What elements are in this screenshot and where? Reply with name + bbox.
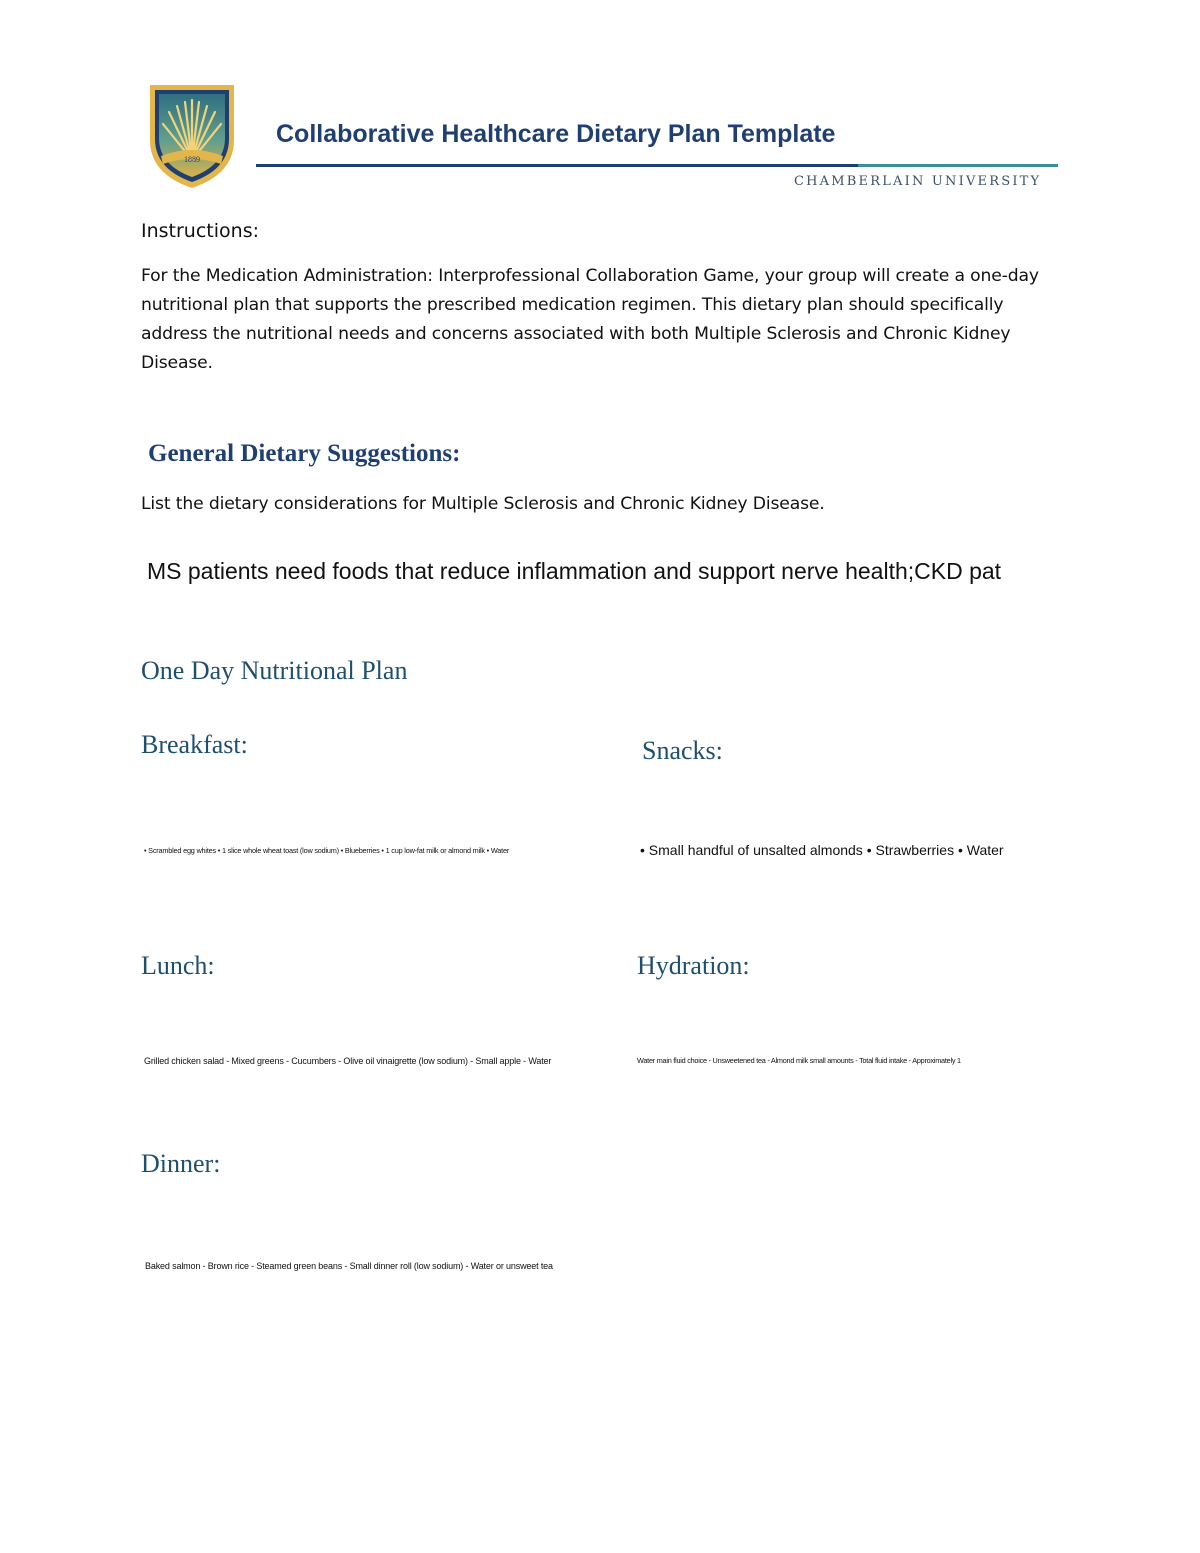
hydration-items: Water main fluid choice - Unsweetened tea - Almond milk small amounts - Total fluid intake - Approximately 1 (637, 1056, 961, 1065)
lunch-heading: Lunch: (141, 951, 215, 980)
general-suggestions-heading: General Dietary Suggestions: (148, 440, 461, 467)
snacks-items: • Small handful of unsalted almonds • Strawberries • Water (640, 842, 1004, 858)
dinner-items: Baked salmon - Brown rice - Steamed green beans - Small dinner roll (low sodium) - Water or unsweet tea (145, 1261, 553, 1271)
instructions-body: For the Medication Administration: Interprofessional Collaboration Game, your group will create a one-day nutritional plan that supports the prescribed medication regimen. This dietary plan should specifically address the nutritional needs and concerns associated with both Multiple Sclerosis and Chronic Kidney Disease. (141, 266, 1039, 373)
snacks-heading: Snacks: (642, 736, 723, 765)
university-crest-logo (147, 82, 237, 190)
hydration-heading: Hydration: (637, 951, 750, 980)
instructions-label: Instructions: (141, 220, 259, 242)
breakfast-heading: Breakfast: (141, 730, 248, 759)
document-title: Collaborative Healthcare Dietary Plan Template (276, 120, 836, 148)
crest-year: 1889 (184, 155, 200, 164)
dinner-heading: Dinner: (141, 1149, 221, 1178)
lunch-items: Grilled chicken salad - Mixed greens - Cucumbers - Olive oil vinaigrette (low sodium) - Small apple - Water (144, 1056, 552, 1066)
title-underline-accent (858, 164, 1058, 167)
nutrition-plan-heading: One Day Nutritional Plan (141, 656, 408, 685)
university-wordmark: CHAMBERLAIN UNIVERSITY (794, 174, 1042, 189)
general-suggestions-instruction: List the dietary considerations for Multiple Sclerosis and Chronic Kidney Disease. (141, 494, 825, 514)
general-suggestions-answer: MS patients need foods that reduce inflammation and support nerve health;CKD pat (147, 558, 1002, 584)
title-underline (256, 164, 858, 167)
breakfast-items: • Scrambled egg whites • 1 slice whole wheat toast (low sodium) • Blueberries • 1 cup low-fat milk or almond milk • Water (144, 846, 510, 855)
